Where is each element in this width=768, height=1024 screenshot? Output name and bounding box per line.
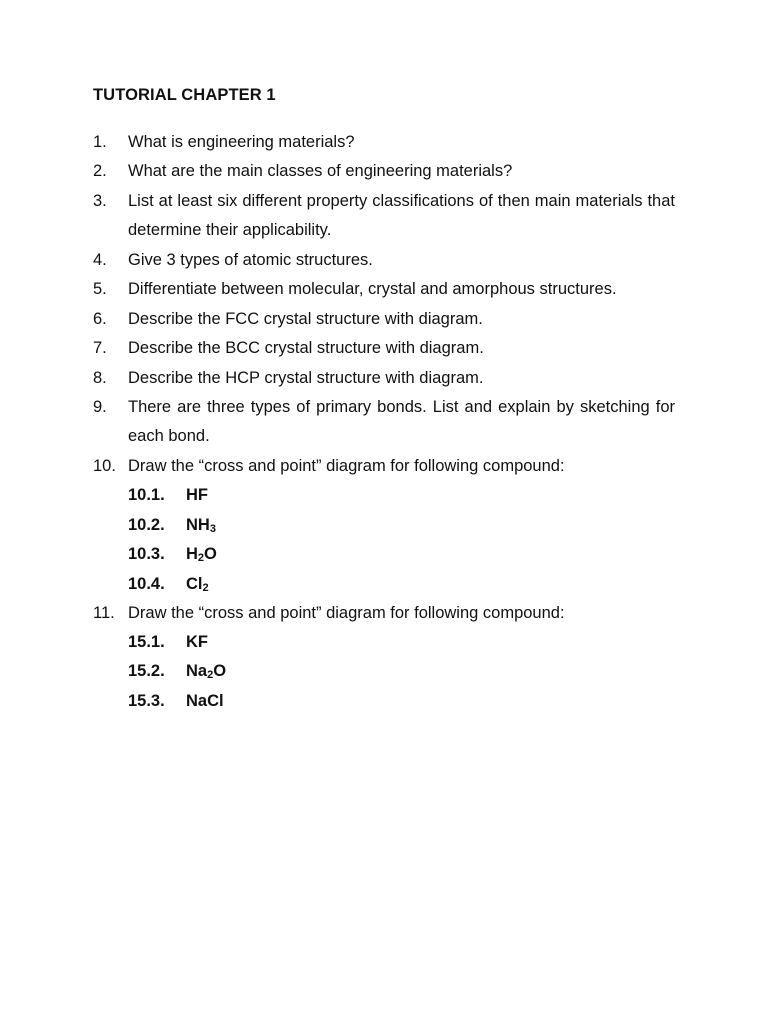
- compound-number: 15.2.: [128, 662, 165, 680]
- compound-item: [128, 628, 208, 657]
- compound-formula: $Na_2O$: [186, 662, 227, 681]
- question-6: [93, 305, 675, 334]
- page-title: TUTORIAL CHAPTER 1: [93, 86, 276, 104]
- compound-formula: HF: [186, 486, 208, 504]
- question-2: [93, 157, 675, 186]
- compound-item: [128, 540, 217, 569]
- question-7: [93, 334, 675, 363]
- question-number: 5.: [93, 280, 107, 298]
- question-11: [93, 599, 675, 628]
- question-8: [93, 364, 675, 393]
- question-text: Differentiate between molecular, crystal and amorphous structures.: [128, 280, 617, 298]
- compound-formula: $Cl_2$: [186, 575, 209, 594]
- question-number: 1.: [93, 133, 107, 151]
- question-1: [93, 128, 675, 157]
- compound-number: 10.1.: [128, 486, 165, 504]
- question-number: 3.: [93, 192, 107, 210]
- compound-number: 15.1.: [128, 633, 165, 651]
- question-5: [93, 275, 675, 304]
- question-text: Draw the “cross and point” diagram for following compound:: [128, 457, 565, 475]
- compound-number: 15.3.: [128, 692, 165, 710]
- question-number: 2.: [93, 162, 107, 180]
- compound-formula: $H_2O$: [186, 545, 217, 564]
- question-10: [93, 452, 675, 481]
- question-text: Describe the BCC crystal structure with diagram.: [128, 339, 484, 357]
- compound-number: 10.2.: [128, 516, 165, 534]
- question-number: 4.: [93, 251, 107, 269]
- compound-number: 10.3.: [128, 545, 165, 563]
- compound-formula: NaCl: [186, 692, 224, 710]
- question-text: There are three types of primary bonds. List and explain by sketching for each bond.: [128, 398, 675, 446]
- question-number: 6.: [93, 310, 107, 328]
- compound-item: [128, 481, 208, 510]
- question-4: [93, 246, 675, 275]
- compound-number: 10.4.: [128, 575, 165, 593]
- question-number: 8.: [93, 369, 107, 387]
- question-9: [93, 393, 675, 452]
- compound-item: [128, 687, 224, 716]
- question-text: Describe the FCC crystal structure with diagram.: [128, 310, 483, 328]
- question-text: Draw the “cross and point” diagram for following compound:: [128, 604, 565, 622]
- question-number: 11.: [93, 604, 115, 622]
- question-text: Describe the HCP crystal structure with diagram.: [128, 369, 484, 387]
- question-number: 10.: [93, 457, 116, 475]
- question-3: [93, 187, 675, 246]
- question-number: 9.: [93, 398, 107, 416]
- question-text: What are the main classes of engineering materials?: [128, 162, 513, 180]
- compound-item: [128, 570, 209, 599]
- compound-formula: KF: [186, 633, 208, 651]
- question-text: List at least six different property classifications of then main materials that determine their applicability.: [128, 192, 675, 240]
- compound-formula: $NH_3$: [186, 516, 216, 535]
- question-number: 7.: [93, 339, 107, 357]
- question-text: Give 3 types of atomic structures.: [128, 251, 373, 269]
- compound-item: [128, 511, 216, 540]
- compound-item: [128, 657, 226, 686]
- question-text: What is engineering materials?: [128, 133, 355, 151]
